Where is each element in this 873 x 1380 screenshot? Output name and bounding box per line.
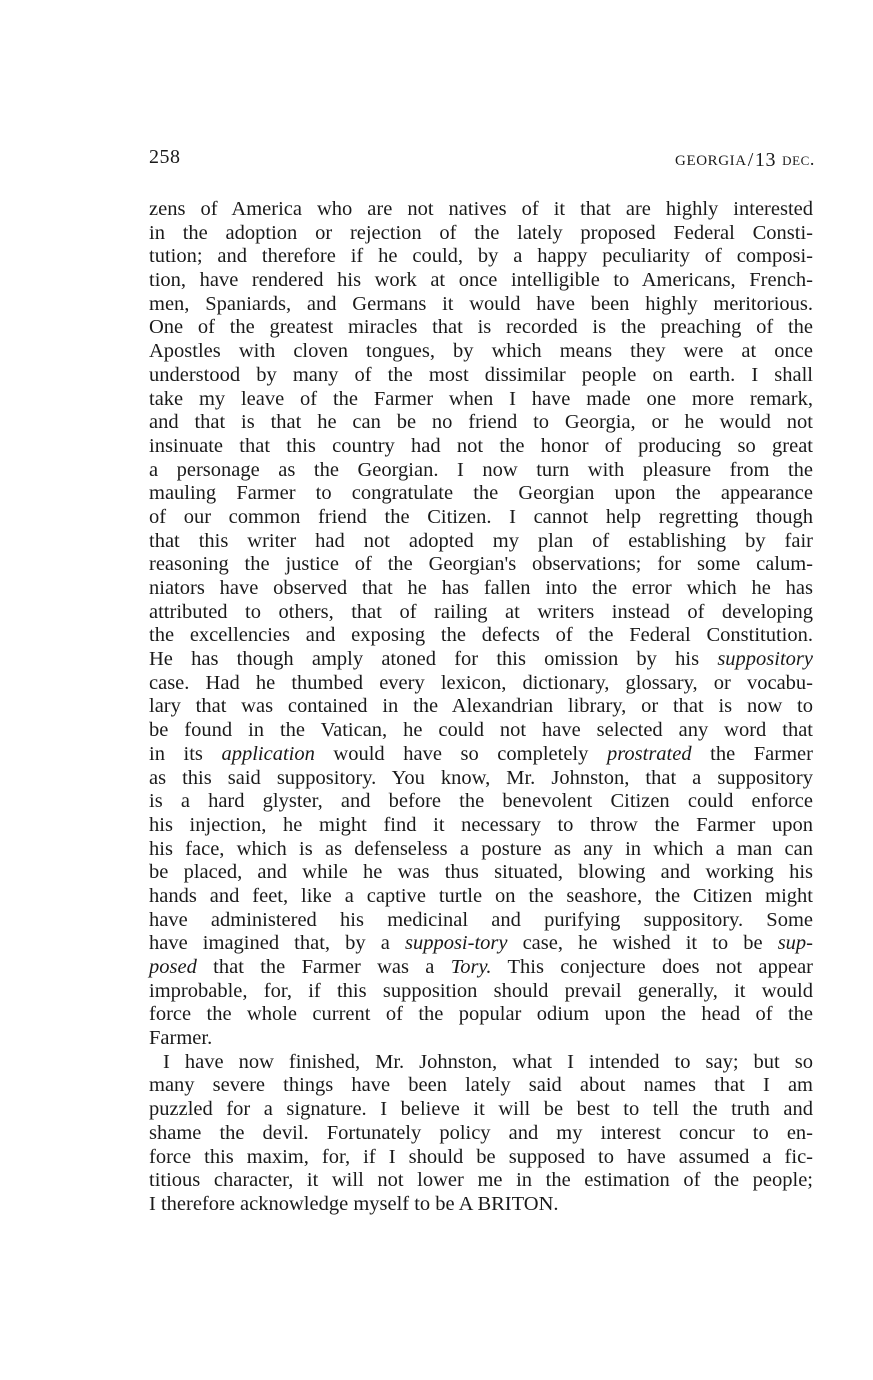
text-run: hands and feet, like a captive turtle on the seashore, the Citizen might: [149, 884, 813, 907]
paragraph: [149, 198, 813, 1051]
page-number: 258: [149, 146, 181, 168]
text-line: [149, 245, 813, 269]
text-line: [149, 1146, 813, 1170]
text-run: titious character, it will not lower me in the estimation of the people;: [149, 1169, 813, 1192]
text-run: is a hard glyster, and before the benevolent Citizen could enforce: [149, 790, 813, 813]
text-run: I have now finished, Mr. Johnston, what I intended to say; but so: [163, 1050, 813, 1073]
text-run: the excellencies and exposing the defects of the Federal Constitution.: [149, 624, 813, 647]
italic-text: application: [221, 742, 315, 765]
text-run: attributed to others, that of railing at writers instead of developing: [149, 600, 813, 623]
italic-text: posed: [149, 956, 197, 978]
text-run: be found in the Vatican, he could not have selected any word that: [149, 719, 813, 742]
text-line: [149, 719, 813, 743]
text-run: I therefore acknowledge myself to be A BRITON.: [149, 1192, 559, 1215]
text-run: zens of America who are not natives of it that are highly interested: [149, 198, 813, 220]
text-run: niators have observed that he has fallen into the error which he has: [149, 577, 813, 599]
text-line: [149, 767, 813, 791]
text-run: improbable, for, if this supposition should prevail generally, it would: [149, 979, 813, 1002]
text-run: many severe things have been lately said about names that I am: [149, 1074, 813, 1097]
text-line: [149, 909, 813, 933]
text-run: case, he wished it to be: [507, 932, 778, 955]
text-run: the Farmer: [691, 742, 813, 765]
text-run: shame the devil. Fortunately policy and my interest concur to en-: [149, 1121, 813, 1144]
text-line: [149, 1003, 813, 1027]
italic-text: Tory.: [450, 956, 492, 978]
text-line: [149, 861, 813, 885]
text-line: [149, 435, 813, 459]
text-line: [149, 506, 813, 530]
text-run: as this said suppository. You know, Mr. Johnston, that a suppository: [149, 766, 813, 789]
text-line: [149, 980, 813, 1004]
text-line: [149, 411, 813, 435]
text-line: [149, 1051, 813, 1075]
text-run: force the whole current of the popular odium upon the head of the: [149, 1003, 813, 1026]
text-line: [149, 577, 813, 601]
text-line: [149, 956, 813, 980]
italic-text: sup-: [777, 932, 814, 955]
text-run: This conjecture does not appear: [491, 956, 813, 978]
text-run: of our common friend the Citizen. I cannot help regretting though: [149, 505, 813, 528]
text-run: and that is that he can be no friend to Georgia, or he would not: [149, 411, 813, 434]
text-line: [149, 1122, 813, 1146]
text-run: Farmer.: [149, 1027, 213, 1050]
text-line: [149, 340, 813, 364]
running-head-state: GEORGIA: [675, 153, 747, 169]
text-run: a personage as the Georgian. I now turn with pleasure from the: [149, 458, 813, 481]
text-run: mauling Farmer to congratulate the Georgian upon the appearance: [149, 482, 813, 505]
text-line: [149, 364, 813, 388]
text-run: his injection, he might find it necessary to throw the Farmer upon: [149, 813, 813, 836]
text-run: reasoning the justice of the Georgian's observations; for some calum-: [149, 553, 813, 576]
text-run: in the adoption or rejection of the lately proposed Federal Consti-: [149, 221, 813, 244]
text-run: that this writer had not adopted my plan of establishing by fair: [149, 529, 813, 552]
text-run: One of the greatest miracles that is recorded is the preaching of the: [149, 316, 813, 339]
text-run: that the Farmer was a: [196, 956, 451, 978]
text-line: [149, 814, 813, 838]
paragraph: [149, 1051, 813, 1217]
text-line: [149, 316, 813, 340]
italic-text: suppository: [717, 648, 813, 671]
text-run: men, Spaniards, and Germans it would have been highly meritorious.: [149, 292, 813, 315]
text-line: [149, 1027, 813, 1051]
text-line: [149, 1098, 813, 1122]
running-head-separator: /: [747, 149, 754, 171]
text-line: [149, 388, 813, 412]
text-line: [149, 530, 813, 554]
text-line: [149, 482, 813, 506]
body-text: [149, 198, 813, 1217]
text-run: in its: [149, 742, 222, 765]
text-line: [149, 648, 813, 672]
text-run: have administered his medicinal and purifying suppository. Some: [149, 908, 813, 931]
text-line: [149, 222, 813, 246]
text-run: lary that was contained in the Alexandrian library, or that is now to: [149, 695, 813, 718]
running-head-month: dec.: [782, 149, 815, 169]
text-run: understood by many of the most dissimilar people on earth. I shall: [149, 363, 813, 386]
text-run: insinuate that this country had not the honor of producing so great: [149, 434, 813, 457]
text-line: [149, 1169, 813, 1193]
text-line: [149, 198, 813, 222]
text-line: [149, 790, 813, 814]
text-line: [149, 885, 813, 909]
text-line: [149, 601, 813, 625]
text-line: [149, 269, 813, 293]
text-line: [149, 743, 813, 767]
italic-text: supposi-tory: [404, 932, 508, 955]
text-run: He has though amply atoned for this omission by his: [149, 648, 718, 671]
text-run: be placed, and while he was thus situated, blowing and working his: [149, 861, 813, 884]
text-run: tution; and therefore if he could, by a happy peculiarity of composi-: [149, 245, 813, 268]
text-run: Apostles with cloven tongues, by which means they were at once: [149, 340, 813, 363]
text-line: [149, 695, 813, 719]
text-line: [149, 838, 813, 862]
text-line: [149, 624, 813, 648]
running-head: [675, 148, 815, 171]
text-line: [149, 672, 813, 696]
text-line: [149, 459, 813, 483]
text-run: case. Had he thumbed every lexicon, dictionary, glossary, or vocabu-: [149, 671, 813, 694]
italic-text: prostrated: [606, 742, 692, 765]
running-head-day: 13: [754, 149, 777, 171]
text-run: tion, have rendered his work at once intelligible to Americans, French-: [149, 269, 813, 292]
text-run: force this maxim, for, if I should be supposed to have assumed a fic-: [149, 1145, 813, 1168]
text-run: have imagined that, by a: [149, 932, 405, 955]
text-line: [149, 1193, 813, 1217]
text-line: [149, 1074, 813, 1098]
text-line: [149, 293, 813, 317]
text-run: take my leave of the Farmer when I have made one more remark,: [149, 387, 813, 410]
text-run: puzzled for a signature. I believe it will be best to tell the truth and: [149, 1098, 813, 1121]
text-run: would have so completely: [314, 742, 607, 765]
text-run: his face, which is as defenseless a posture as any in which a man can: [149, 837, 813, 860]
text-line: [149, 932, 813, 956]
text-line: [149, 553, 813, 577]
